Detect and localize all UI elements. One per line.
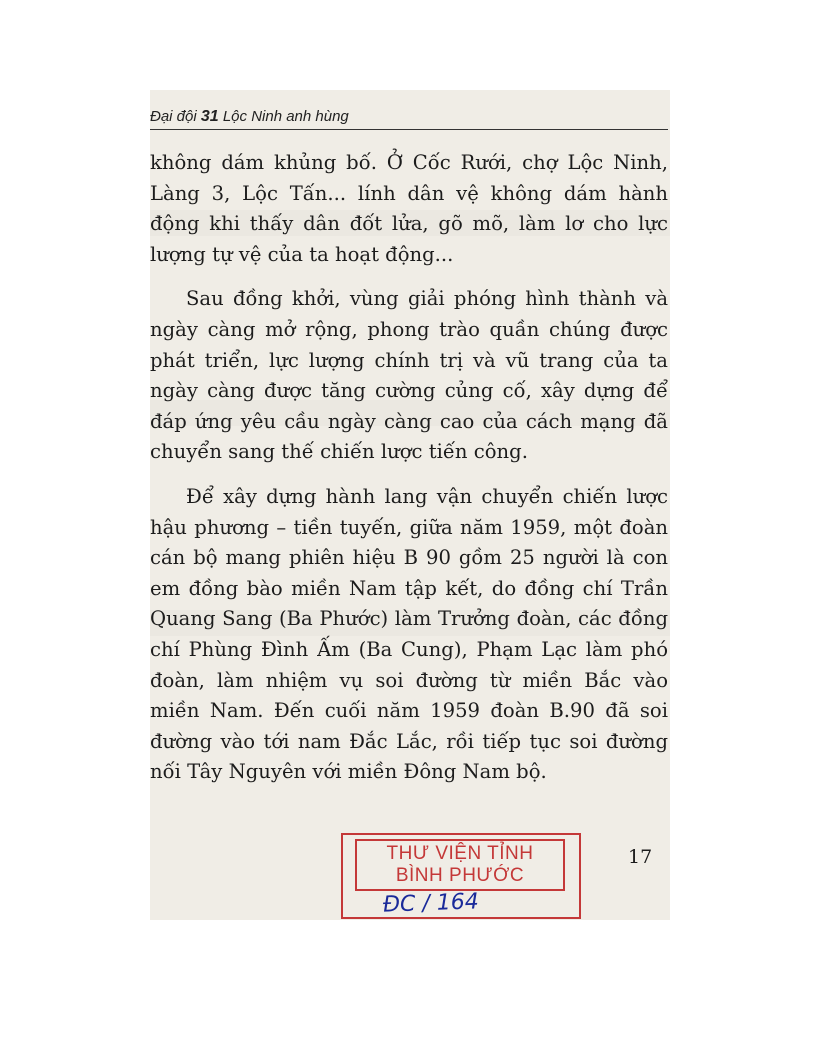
header-title: [150, 108, 349, 126]
paragraph: Sau đồng khởi, vùng giải phóng hình thành và ngày càng mở rộng, phong trào quần chúng được phát triển, lực lượng chính trị và vũ trang của ta ngày càng được tăng cường củng cố, xây dựng để đáp ứng yêu cầu ngày càng cao của cách mạng đã chuyển sang thế chiến lược tiến công.: [150, 287, 668, 464]
header-rule: [150, 129, 668, 130]
library-stamp: [341, 833, 581, 919]
header-number: 31: [200, 108, 219, 125]
paragraph: không dám khủng bố. Ở Cốc Rưới, chợ Lộc Ninh, Làng 3, Lộc Tấn... lính dân vệ không dám hành động khi thấy dân đốt lửa, gõ mõ, làm lơ cho lực lượng tự vệ của ta hoạt động...: [150, 151, 668, 266]
stamp-line-1: THƯ VIỆN TỈNH: [386, 843, 534, 864]
running-header: [150, 104, 668, 130]
page-number: 17: [628, 846, 653, 868]
stamp-line-2: BÌNH PHƯỚC: [395, 865, 525, 886]
stamp-name-box: [355, 839, 565, 891]
header-prefix: Đại đội: [150, 108, 197, 125]
body-text: [150, 148, 668, 802]
header-suffix: Lộc Ninh anh hùng: [222, 108, 349, 125]
paragraph: Để xây dựng hành lang vận chuyển chiến lược hậu phương – tiền tuyến, giữa năm 1959, một đoàn cán bộ mang phiên hiệu B 90 gồm 25 người là con em đồng bào miền Nam tập kết, do đồng chí Trần Quang Sang (Ba Phước) làm Trưởng đoàn, các đồng chí Phùng Đình Ấm (Ba Cung), Phạm Lạc làm phó đoàn, làm nhiệm vụ soi đường từ miền Bắc vào miền Nam. Đến cuối năm 1959 đoàn B.90 đã soi đường vào tới nam Đắc Lắc, rồi tiếp tục soi đường nối Tây Nguyên với miền Đông Nam bộ.: [150, 484, 668, 784]
stamp-handwritten-code: ĐC / 164: [382, 889, 480, 918]
